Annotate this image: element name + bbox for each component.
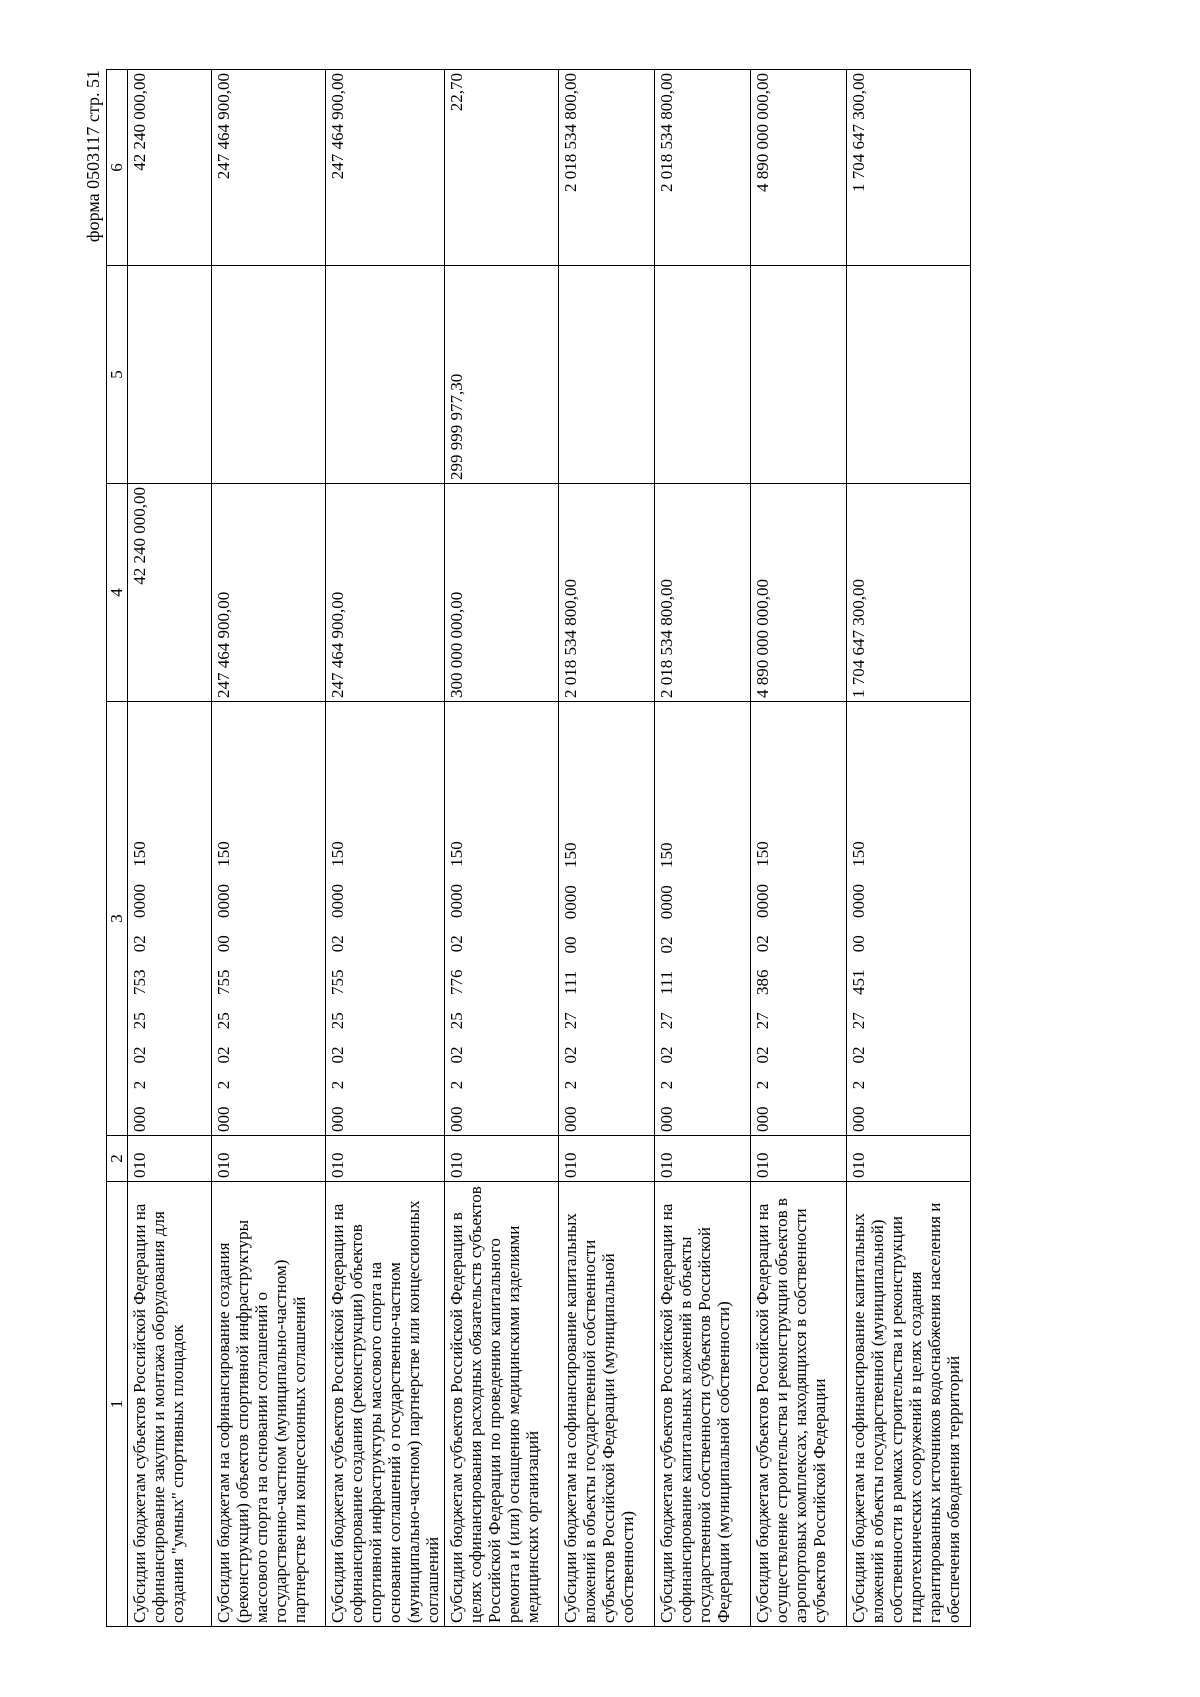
unexecuted-amount: 1 704 647 300,00 <box>847 70 971 266</box>
budget-code: 000 2 02 25 755 02 0000 150 <box>326 702 445 1136</box>
column-header: 6 <box>107 70 128 266</box>
row-name: Субсидии бюджетам субъектов Российской Федерации на софинансирование закупки и монтажа оборудования для создания "умных" спортивных площадок <box>128 1182 212 1627</box>
column-header: 3 <box>107 702 128 1136</box>
budget-code: 000 2 02 25 755 00 0000 150 <box>212 702 326 1136</box>
executed-amount <box>212 266 326 484</box>
approved-amount: 2 018 534 800,00 <box>655 484 751 702</box>
revenue-table <box>106 69 971 1627</box>
line-code: 010 <box>445 1136 559 1182</box>
table-row <box>559 70 655 1627</box>
budget-code: 000 2 02 25 776 02 0000 150 <box>445 702 559 1136</box>
budget-code: 000 2 02 27 451 00 0000 150 <box>847 702 971 1136</box>
unexecuted-amount: 247 464 900,00 <box>212 70 326 266</box>
line-code: 010 <box>751 1136 847 1182</box>
budget-code: 000 2 02 27 111 02 0000 150 <box>655 702 751 1136</box>
form-label: форма 0503117 стр. 51 <box>83 70 103 243</box>
unexecuted-amount: 42 240 000,00 <box>128 70 212 266</box>
approved-amount: 2 018 534 800,00 <box>559 484 655 702</box>
executed-amount <box>326 266 445 484</box>
line-code: 010 <box>326 1136 445 1182</box>
table-row <box>128 70 212 1627</box>
approved-amount: 247 464 900,00 <box>326 484 445 702</box>
column-number-row <box>107 70 128 1627</box>
table-row <box>326 70 445 1627</box>
row-name: Субсидии бюджетам на софинансирование создания (реконструкции) объектов спортивной инфраструктуры массового спорта на основании соглашений о государственно-частном (муниципально-частном) партнерстве или концессионных соглашений <box>212 1182 326 1627</box>
unexecuted-amount: 2 018 534 800,00 <box>559 70 655 266</box>
budget-code: 000 2 02 27 111 00 0000 150 <box>559 702 655 1136</box>
row-name: Субсидии бюджетам субъектов Российской Федерации на осуществление строительства и реконструкции объектов в аэропортовых комплексах, находящихся в собственности субъектов Российской Федерации <box>751 1182 847 1627</box>
executed-amount <box>847 266 971 484</box>
column-header: 4 <box>107 484 128 702</box>
row-name: Субсидии бюджетам на софинансирование капитальных вложений в объекты государственной (муниципальной) собственности в рамках строительства и реконструкции гидротехнических сооружений в целях создания гарантированных источников водоснабжения населения и обеспечения обводнения территорий <box>847 1182 971 1627</box>
executed-amount <box>655 266 751 484</box>
table-row <box>751 70 847 1627</box>
column-header: 1 <box>107 1182 128 1627</box>
unexecuted-amount: 4 890 000 000,00 <box>751 70 847 266</box>
row-name: Субсидии бюджетам субъектов Российской Федерации на софинансирование капитальных вложений в объекты государственной собственности субъектов Российской Федерации (муниципальной собственности) <box>655 1182 751 1627</box>
row-name: Субсидии бюджетам субъектов Российской Федерации в целях софинансирования расходных обязательств субъектов Российской Федерации по проведению капитального ремонта и (или) оснащению медицинскими изделиями медицинских организаций <box>445 1182 559 1627</box>
approved-amount: 1 704 647 300,00 <box>847 484 971 702</box>
table-row <box>445 70 559 1627</box>
line-code: 010 <box>847 1136 971 1182</box>
line-code: 010 <box>128 1136 212 1182</box>
column-header: 2 <box>107 1136 128 1182</box>
line-code: 010 <box>212 1136 326 1182</box>
column-header: 5 <box>107 266 128 484</box>
executed-amount <box>751 266 847 484</box>
unexecuted-amount: 247 464 900,00 <box>326 70 445 266</box>
row-name: Субсидии бюджетам на софинансирование капитальных вложений в объекты государственной собственности субъектов Российской Федерации (муниципальной собственности) <box>559 1182 655 1627</box>
executed-amount <box>128 266 212 484</box>
budget-code: 000 2 02 25 753 02 0000 150 <box>128 702 212 1136</box>
approved-amount: 42 240 000,00 <box>128 484 212 702</box>
rotated-page <box>80 70 1027 1627</box>
line-code: 010 <box>559 1136 655 1182</box>
table-row <box>847 70 971 1627</box>
executed-amount: 299 999 977,30 <box>445 266 559 484</box>
approved-amount: 247 464 900,00 <box>212 484 326 702</box>
budget-code: 000 2 02 27 386 02 0000 150 <box>751 702 847 1136</box>
row-name: Субсидии бюджетам субъектов Российской Федерации на софинансирование создания (реконструкции) объектов спортивной инфраструктуры массового спорта на основании соглашений о государственно-частном (муниципально-частном) партнерстве или концессионных соглашений <box>326 1182 445 1627</box>
approved-amount: 4 890 000 000,00 <box>751 484 847 702</box>
table-row <box>655 70 751 1627</box>
line-code: 010 <box>655 1136 751 1182</box>
table-row <box>212 70 326 1627</box>
unexecuted-amount: 2 018 534 800,00 <box>655 70 751 266</box>
approved-amount: 300 000 000,00 <box>445 484 559 702</box>
executed-amount <box>559 266 655 484</box>
unexecuted-amount: 22,70 <box>445 70 559 266</box>
